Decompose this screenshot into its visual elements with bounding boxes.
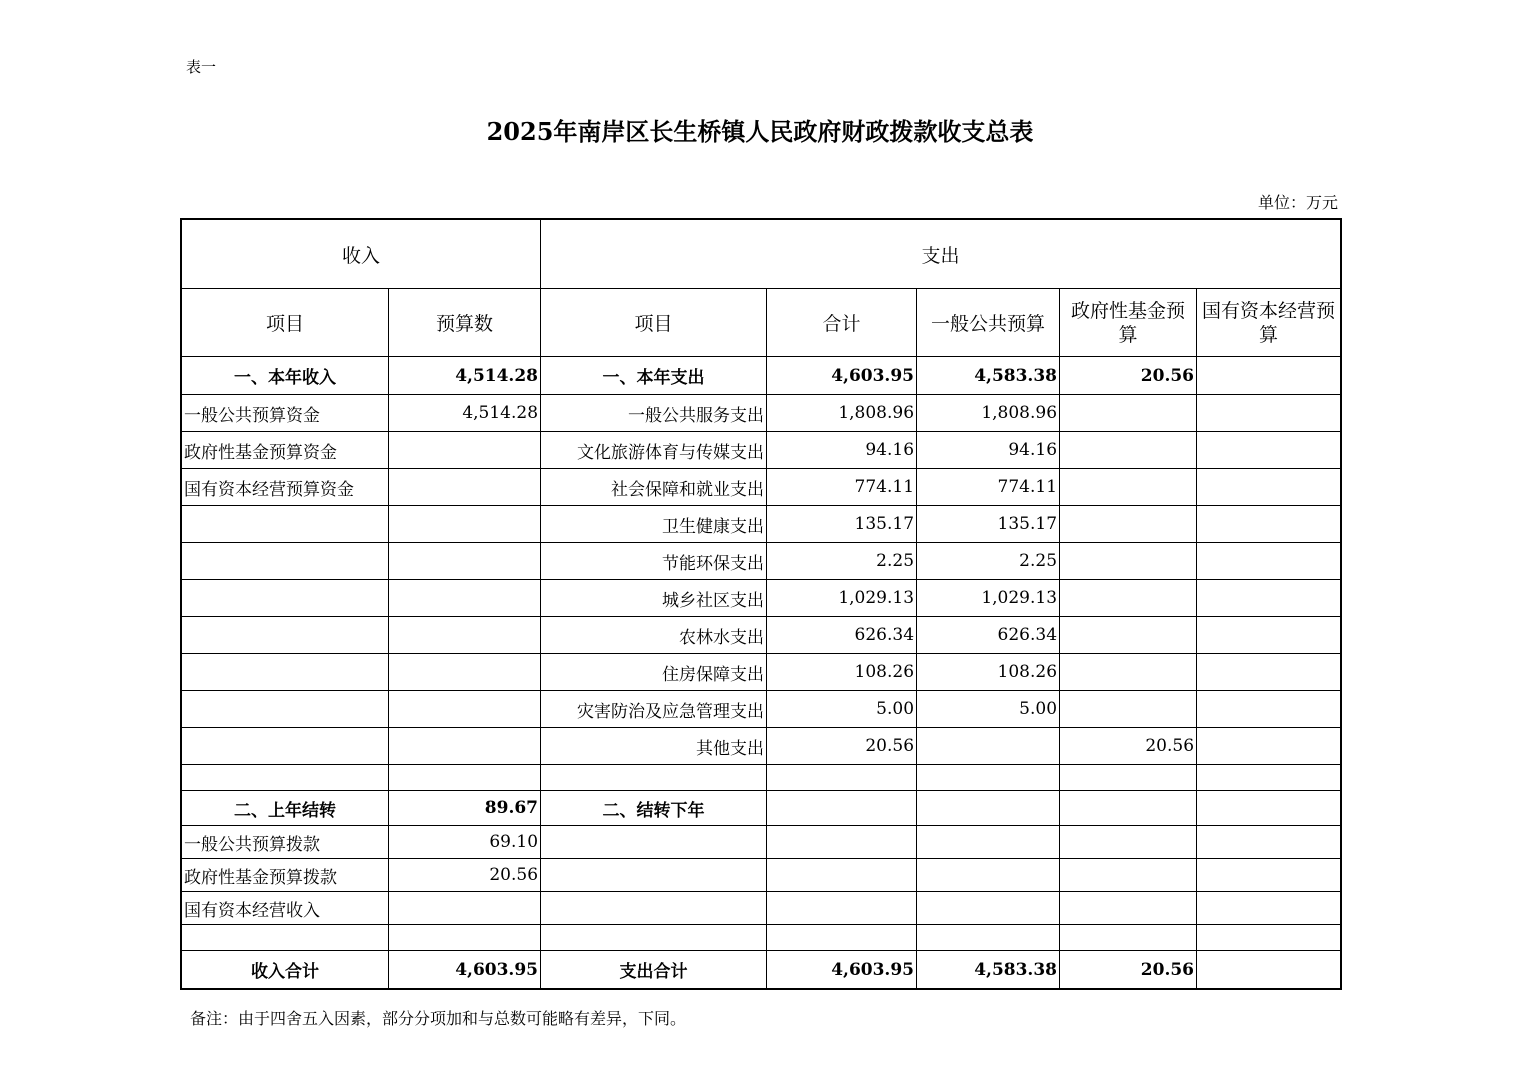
- total-cell: [767, 892, 917, 925]
- state-capital-cell: [1197, 892, 1341, 925]
- income-value-cell: [389, 925, 541, 951]
- gov-fund-cell: [1060, 469, 1197, 506]
- budget-header: 预算数: [389, 289, 541, 357]
- expense-item-cell: [541, 765, 767, 791]
- table-row: [182, 765, 1341, 791]
- state-capital-cell: [1197, 728, 1341, 765]
- gov-fund-cell: 20.56: [1060, 728, 1197, 765]
- expense-item-cell: 二、结转下年: [541, 791, 767, 826]
- table-row: [182, 617, 1341, 654]
- general-budget-cell: 626.34: [917, 617, 1060, 654]
- total-cell: [767, 925, 917, 951]
- table-row: [182, 506, 1341, 543]
- page-title: 2025年南岸区长生桥镇人民政府财政拨款收支总表: [486, 117, 1034, 146]
- total-cell: 1,029.13: [767, 580, 917, 617]
- general-budget-total: 4,583.38: [917, 951, 1060, 989]
- income-item-cell: 一般公共预算拨款: [182, 826, 389, 859]
- income-item-cell: [182, 506, 389, 543]
- state-capital-cell: [1197, 432, 1341, 469]
- state-capital-header: 国有资本经营预算: [1197, 289, 1341, 357]
- income-value-cell: 69.10: [389, 826, 541, 859]
- expense-item-cell: [541, 892, 767, 925]
- state-capital-cell: [1197, 925, 1341, 951]
- expense-item-cell: 一般公共服务支出: [541, 395, 767, 432]
- gov-fund-cell: [1060, 580, 1197, 617]
- income-value-cell: [389, 432, 541, 469]
- income-value-cell: [389, 580, 541, 617]
- income-total-value: 4,603.95: [389, 951, 541, 989]
- state-capital-cell: [1197, 765, 1341, 791]
- expense-item-cell: [541, 826, 767, 859]
- total-cell: 94.16: [767, 432, 917, 469]
- income-item-cell: [182, 765, 389, 791]
- state-capital-cell: [1197, 617, 1341, 654]
- income-item-cell: 一、本年收入: [182, 357, 389, 395]
- income-value-cell: [389, 543, 541, 580]
- total-cell: 2.25: [767, 543, 917, 580]
- state-capital-cell: [1197, 691, 1341, 728]
- expense-item-header: 项目: [541, 289, 767, 357]
- general-budget-cell: 1,808.96: [917, 395, 1060, 432]
- gov-fund-header: 政府性基金预算: [1060, 289, 1197, 357]
- total-cell: 4,603.95: [767, 357, 917, 395]
- gov-fund-cell: [1060, 432, 1197, 469]
- expense-item-cell: 城乡社区支出: [541, 580, 767, 617]
- expense-item-cell: 灾害防治及应急管理支出: [541, 691, 767, 728]
- budget-table: [181, 219, 1341, 989]
- general-budget-cell: 5.00: [917, 691, 1060, 728]
- income-value-cell: [389, 654, 541, 691]
- general-budget-cell: [917, 925, 1060, 951]
- state-capital-cell: [1197, 469, 1341, 506]
- income-item-cell: 二、上年结转: [182, 791, 389, 826]
- general-budget-cell: 774.11: [917, 469, 1060, 506]
- state-capital-total: [1197, 951, 1341, 989]
- income-item-cell: 一般公共预算资金: [182, 395, 389, 432]
- income-value-cell: [389, 892, 541, 925]
- general-budget-cell: 135.17: [917, 506, 1060, 543]
- income-item-cell: [182, 543, 389, 580]
- table-row: [182, 654, 1341, 691]
- income-value-cell: [389, 506, 541, 543]
- gov-fund-cell: [1060, 395, 1197, 432]
- table-row: [182, 925, 1341, 951]
- table-row: [182, 357, 1341, 395]
- gov-fund-cell: [1060, 617, 1197, 654]
- gov-fund-cell: [1060, 765, 1197, 791]
- gov-fund-cell: [1060, 859, 1197, 892]
- gov-fund-total: 20.56: [1060, 951, 1197, 989]
- general-budget-cell: [917, 859, 1060, 892]
- gov-fund-cell: [1060, 654, 1197, 691]
- expense-total-value: 4,603.95: [767, 951, 917, 989]
- income-item-cell: 国有资本经营预算资金: [182, 469, 389, 506]
- gov-fund-cell: [1060, 892, 1197, 925]
- table-row: [182, 826, 1341, 859]
- expense-item-cell: [541, 925, 767, 951]
- general-budget-cell: [917, 728, 1060, 765]
- expense-item-cell: 一、本年支出: [541, 357, 767, 395]
- expense-total-label: 支出合计: [541, 951, 767, 989]
- gov-fund-cell: [1060, 925, 1197, 951]
- table-row: [182, 728, 1341, 765]
- total-header: 合计: [767, 289, 917, 357]
- expense-item-cell: 住房保障支出: [541, 654, 767, 691]
- expense-item-cell: 节能环保支出: [541, 543, 767, 580]
- income-total-label: 收入合计: [182, 951, 389, 989]
- state-capital-cell: [1197, 357, 1341, 395]
- state-capital-cell: [1197, 826, 1341, 859]
- table-row: [182, 543, 1341, 580]
- total-cell: 1,808.96: [767, 395, 917, 432]
- general-budget-cell: 108.26: [917, 654, 1060, 691]
- state-capital-cell: [1197, 543, 1341, 580]
- income-header: 收入: [182, 220, 541, 289]
- expense-item-cell: 文化旅游体育与传媒支出: [541, 432, 767, 469]
- total-cell: 774.11: [767, 469, 917, 506]
- state-capital-cell: [1197, 506, 1341, 543]
- general-budget-header: 一般公共预算: [917, 289, 1060, 357]
- income-value-cell: 4,514.28: [389, 395, 541, 432]
- income-item-cell: [182, 728, 389, 765]
- income-value-cell: [389, 469, 541, 506]
- gov-fund-cell: [1060, 691, 1197, 728]
- totals-row: [182, 951, 1341, 989]
- income-item-cell: [182, 691, 389, 728]
- table-row: [182, 859, 1341, 892]
- general-budget-cell: [917, 765, 1060, 791]
- total-cell: 626.34: [767, 617, 917, 654]
- total-cell: [767, 826, 917, 859]
- income-value-cell: 89.67: [389, 791, 541, 826]
- expense-item-cell: 其他支出: [541, 728, 767, 765]
- table-row: [182, 791, 1341, 826]
- general-budget-cell: 94.16: [917, 432, 1060, 469]
- total-cell: [767, 859, 917, 892]
- total-cell: [767, 765, 917, 791]
- table-row: [182, 892, 1341, 925]
- table-row: [182, 691, 1341, 728]
- income-value-cell: 20.56: [389, 859, 541, 892]
- state-capital-cell: [1197, 654, 1341, 691]
- income-value-cell: [389, 617, 541, 654]
- general-budget-cell: 2.25: [917, 543, 1060, 580]
- expense-item-cell: [541, 859, 767, 892]
- income-value-cell: 4,514.28: [389, 357, 541, 395]
- state-capital-cell: [1197, 395, 1341, 432]
- table-row: [182, 580, 1341, 617]
- income-item-cell: [182, 580, 389, 617]
- total-cell: 135.17: [767, 506, 917, 543]
- income-value-cell: [389, 691, 541, 728]
- general-budget-cell: [917, 892, 1060, 925]
- state-capital-cell: [1197, 791, 1341, 826]
- gov-fund-cell: [1060, 543, 1197, 580]
- general-budget-cell: 4,583.38: [917, 357, 1060, 395]
- table-row: [182, 432, 1341, 469]
- income-item-cell: 政府性基金预算资金: [182, 432, 389, 469]
- total-cell: [767, 791, 917, 826]
- general-budget-cell: 1,029.13: [917, 580, 1060, 617]
- income-value-cell: [389, 765, 541, 791]
- footnote: 备注：由于四舍五入因素，部分分项加和与总数可能略有差异，下同。: [190, 1009, 687, 1028]
- total-cell: 20.56: [767, 728, 917, 765]
- total-cell: 5.00: [767, 691, 917, 728]
- state-capital-cell: [1197, 580, 1341, 617]
- income-item-cell: [182, 617, 389, 654]
- unit-label: 单位：万元: [1257, 193, 1338, 212]
- income-item-cell: 政府性基金预算拨款: [182, 859, 389, 892]
- gov-fund-cell: [1060, 791, 1197, 826]
- gov-fund-cell: [1060, 506, 1197, 543]
- gov-fund-cell: [1060, 826, 1197, 859]
- expense-header: 支出: [541, 220, 1341, 289]
- income-item-cell: [182, 654, 389, 691]
- income-item-header: 项目: [182, 289, 389, 357]
- expense-item-cell: 卫生健康支出: [541, 506, 767, 543]
- table-row: [182, 395, 1341, 432]
- gov-fund-cell: 20.56: [1060, 357, 1197, 395]
- general-budget-cell: [917, 826, 1060, 859]
- income-value-cell: [389, 728, 541, 765]
- expense-item-cell: 农林水支出: [541, 617, 767, 654]
- expense-item-cell: 社会保障和就业支出: [541, 469, 767, 506]
- total-cell: 108.26: [767, 654, 917, 691]
- income-item-cell: 国有资本经营收入: [182, 892, 389, 925]
- sheet-label: 表一: [186, 58, 217, 76]
- general-budget-cell: [917, 791, 1060, 826]
- state-capital-cell: [1197, 859, 1341, 892]
- table-row: [182, 469, 1341, 506]
- income-item-cell: [182, 925, 389, 951]
